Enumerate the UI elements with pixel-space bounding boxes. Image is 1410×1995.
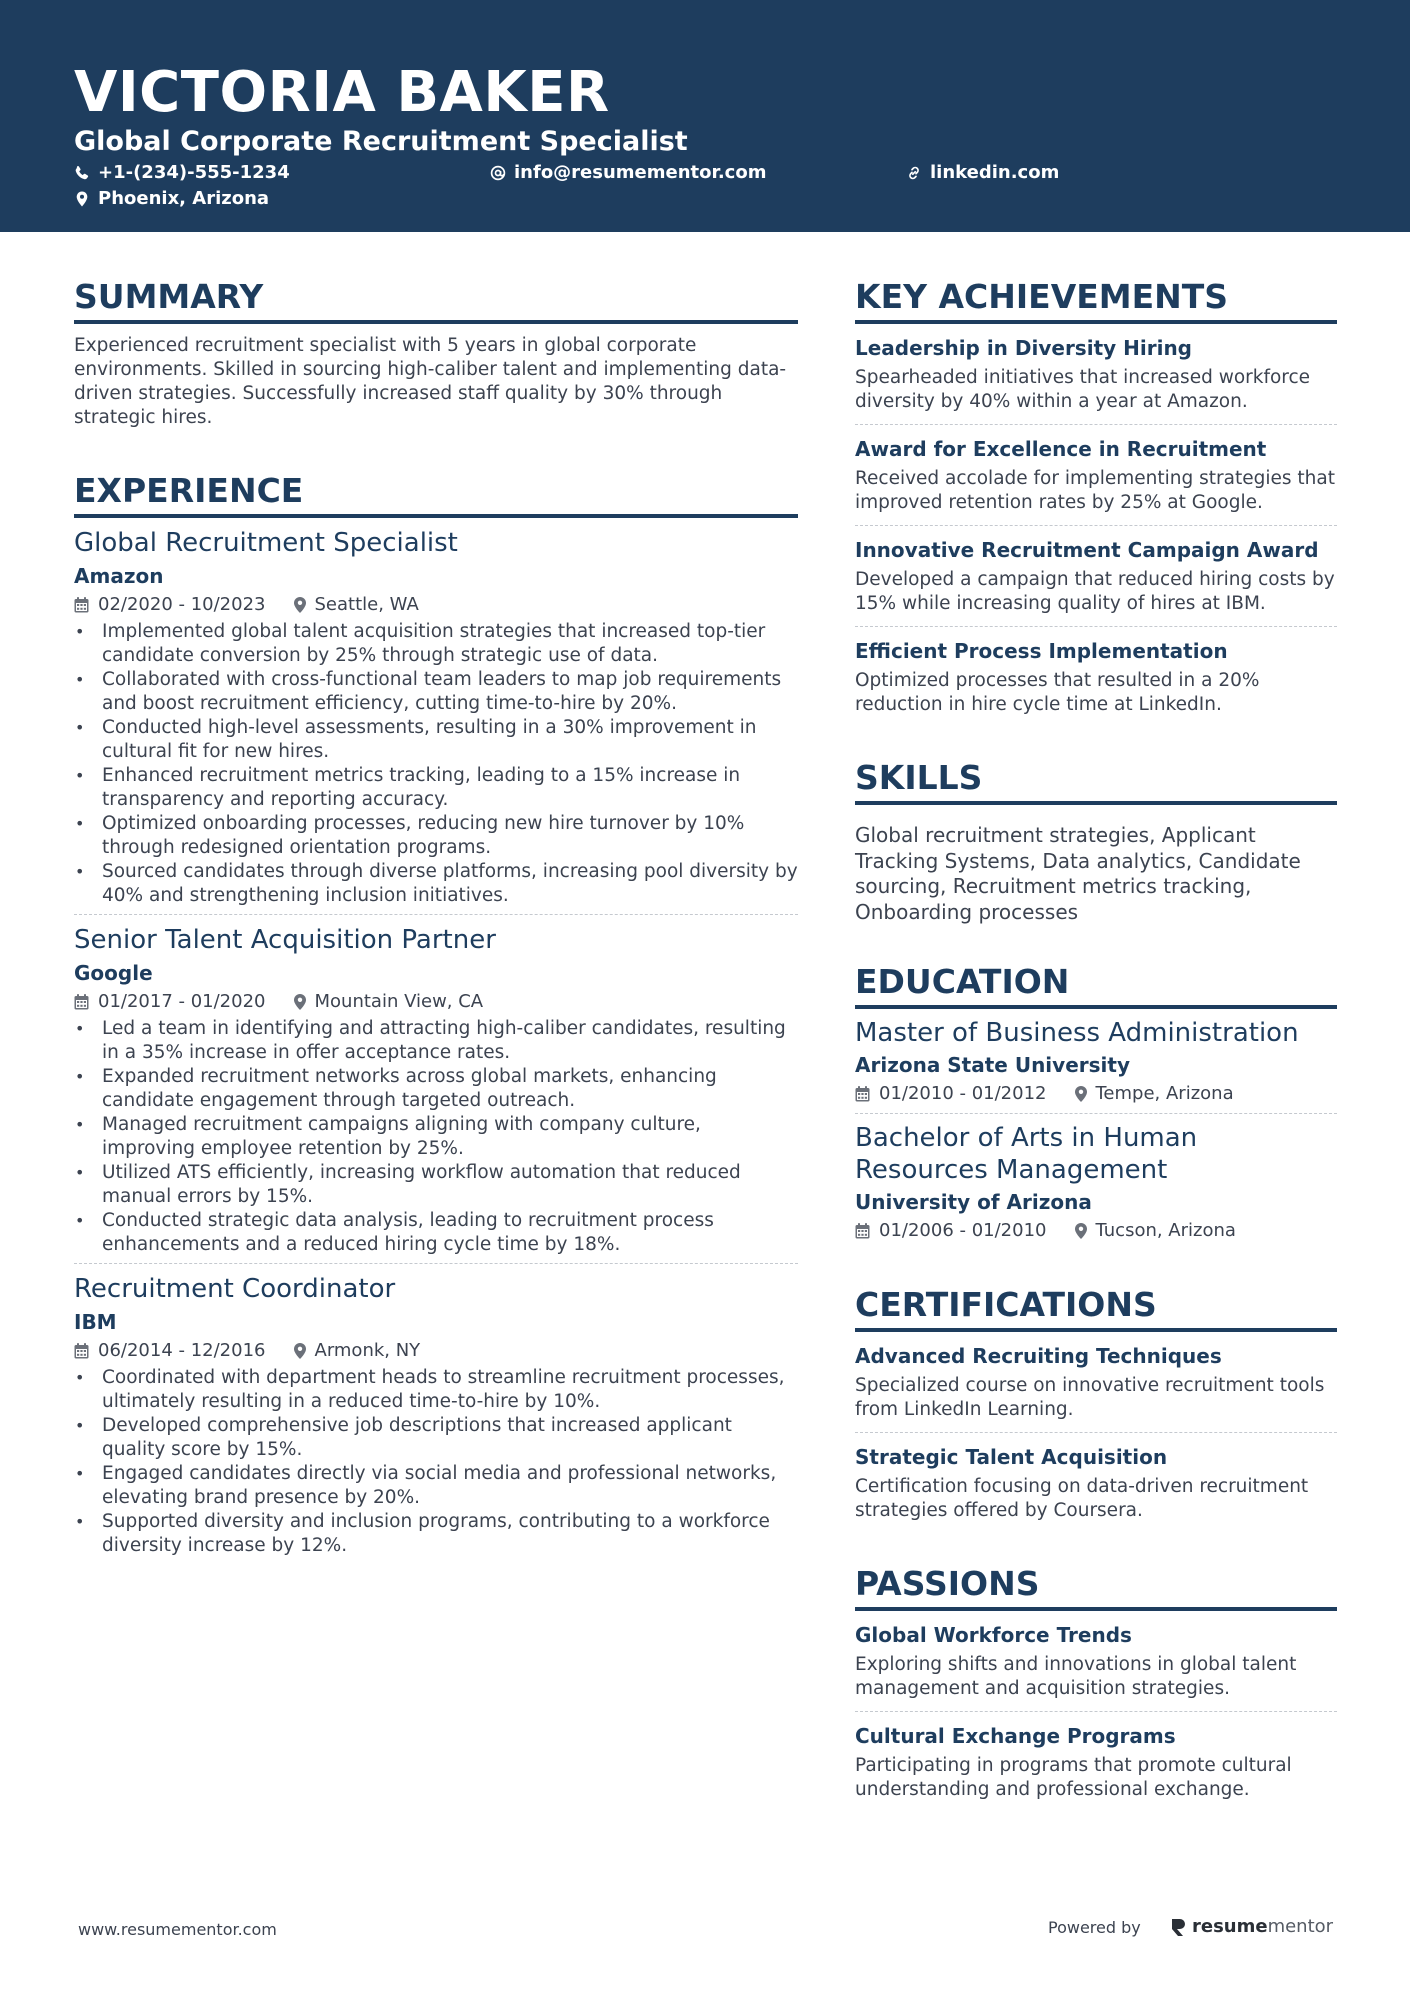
bullet-item: • Conducted high-level assessments, resulting in a 30% improvement in cultural fit for new hires. [74, 716, 798, 764]
passion-item [855, 1611, 1337, 1711]
certification-desc: Specialized course on innovative recruitment tools from LinkedIn Learning. [855, 1375, 1325, 1420]
contact-email[interactable] [490, 161, 766, 185]
job-dates: 01/2017 - 01/2020 [98, 991, 266, 1012]
location-pin-icon [74, 191, 90, 207]
bullet-item: • Implemented global talent acquisition strategies that increased top-tier candidate conversion by 25% through strategic use of data. [74, 620, 798, 668]
skills-heading: SKILLS [855, 757, 1337, 805]
education-meta [855, 1218, 1337, 1244]
right-column [855, 276, 1337, 1852]
summary-section [74, 276, 798, 430]
certifications-section [855, 1284, 1337, 1533]
bullet-item: • Sourced candidates through diverse platforms, increasing pool diversity by 40% and strengthening inclusion initiatives. [74, 860, 798, 908]
job-meta [74, 989, 798, 1015]
bullet-item: • Optimized onboarding processes, reducing new hire turnover by 10% through redesigned orientation programs. [74, 812, 798, 860]
powered-by-label: Powered by [1048, 1918, 1141, 1937]
job-location [294, 592, 419, 618]
certification-title: Strategic Talent Acquisition [855, 1445, 1168, 1469]
achievement-item [855, 324, 1337, 424]
job-bullets [74, 1366, 798, 1558]
left-column [74, 276, 798, 1604]
job-company: Google [74, 961, 153, 985]
experience-section [74, 470, 798, 1564]
bullet-item: • Utilized ATS efficiently, increasing workflow automation that reduced manual errors by 15%. [74, 1161, 798, 1209]
location-pin-icon [294, 994, 306, 1010]
summary-heading: SUMMARY [74, 276, 798, 324]
job-title: Recruitment Coordinator [74, 1274, 396, 1304]
achievement-item [855, 424, 1337, 525]
passions-section [855, 1563, 1337, 1812]
bullet-item: • Collaborated with cross-functional team leaders to map job requirements and boost recruitment efficiency, cutting time-to-hire by 20%. [74, 668, 798, 716]
education-dates: 01/2010 - 01/2012 [879, 1083, 1047, 1104]
job-dates: 06/2014 - 12/2016 [98, 1340, 266, 1361]
job-location [294, 1338, 421, 1364]
achievement-desc: Received accolade for implementing strategies that improved retention rates by 25% at Google. [855, 468, 1335, 513]
job-company: Amazon [74, 564, 164, 588]
education-heading: EDUCATION [855, 961, 1337, 1009]
education-location [1075, 1081, 1234, 1107]
location-pin-icon [1075, 1086, 1087, 1102]
certification-desc: Certification focusing on data-driven recruitment strategies offered by Coursera. [855, 1476, 1309, 1521]
passion-title: Cultural Exchange Programs [855, 1724, 1176, 1748]
passion-item [855, 1711, 1337, 1812]
calendar-icon [855, 1223, 870, 1239]
achievements-heading: KEY ACHIEVEMENTS [855, 276, 1337, 324]
job-location-text: Mountain View, CA [314, 991, 484, 1012]
achievement-title: Efficient Process Implementation [855, 639, 1228, 663]
location-pin-icon [294, 1343, 306, 1359]
contact-linkedin[interactable] [906, 161, 1059, 185]
job-entry [74, 914, 798, 1263]
bullet-item: • Conducted strategic data analysis, leading to recruitment process enhancements and a reduced hiring cycle time by 18%. [74, 1209, 798, 1257]
calendar-icon [74, 1343, 89, 1359]
contact-phone[interactable] [74, 161, 290, 185]
bullet-item: • Enhanced recruitment metrics tracking, leading to a 15% increase in transparency and reporting accuracy. [74, 764, 798, 812]
education-item [855, 1113, 1337, 1250]
candidate-title: Global Corporate Recruitment Specialist [74, 126, 688, 157]
job-meta [74, 1338, 798, 1364]
certification-title: Advanced Recruiting Techniques [855, 1344, 1222, 1368]
achievement-title: Leadership in Diversity Hiring [855, 336, 1192, 360]
contact-location [74, 187, 269, 211]
achievement-desc: Spearheaded initiatives that increased workforce diversity by 40% within a year at Amazon. [855, 367, 1311, 412]
bullet-item: • Led a team in identifying and attracting high-caliber candidates, resulting in a 35% increase in offer acceptance rates. [74, 1017, 798, 1065]
education-degree: Master of Business Administration [855, 1018, 1299, 1048]
brand-bold: resume [1192, 1916, 1268, 1937]
calendar-icon [855, 1086, 870, 1102]
calendar-icon [74, 597, 89, 613]
job-bullets [74, 1017, 798, 1257]
location-pin-icon [1075, 1223, 1087, 1239]
achievement-desc: Optimized processes that resulted in a 20% reduction in hire cycle time at LinkedIn. [855, 670, 1260, 715]
location-text: Phoenix, Arizona [98, 188, 270, 209]
link-icon [906, 165, 922, 181]
phone-text: +1-(234)-555-1234 [98, 162, 290, 183]
skills-text: Global recruitment strategies, Applicant Tracking Systems, Data analytics, Candidate sourcing, Recruitment metrics tracking, Onboarding processes [855, 823, 1301, 924]
job-location-text: Armonk, NY [314, 1340, 421, 1361]
job-dates: 02/2020 - 10/2023 [98, 594, 266, 615]
certification-item [855, 1332, 1337, 1432]
job-title: Senior Talent Acquisition Partner [74, 925, 496, 955]
education-location-text: Tempe, Arizona [1095, 1083, 1234, 1104]
bullet-item: • Engaged candidates directly via social media and professional networks, elevating brand presence by 20%. [74, 1462, 798, 1510]
calendar-icon [74, 994, 89, 1010]
location-pin-icon [294, 597, 306, 613]
achievement-title: Award for Excellence in Recruitment [855, 437, 1267, 461]
job-location [294, 989, 484, 1015]
experience-heading: EXPERIENCE [74, 470, 798, 518]
linkedin-text: linkedin.com [930, 162, 1060, 183]
phone-icon [74, 165, 90, 181]
education-meta [855, 1081, 1337, 1107]
summary-text: Experienced recruitment specialist with 5 years in global corporate environments. Skilled in sourcing high-caliber talent and implementing data-driven strategies. Successfully increased staff quality by 30% through strategic hires. [74, 335, 787, 428]
footer-website-link[interactable]: www.resumementor.com [78, 1920, 277, 1939]
education-school: Arizona State University [855, 1053, 1130, 1077]
achievements-section [855, 276, 1337, 727]
certifications-heading: CERTIFICATIONS [855, 1284, 1337, 1332]
brand-logo[interactable] [1170, 1914, 1333, 1940]
passion-title: Global Workforce Trends [855, 1623, 1132, 1647]
job-location-text: Seattle, WA [314, 594, 419, 615]
job-meta [74, 592, 798, 618]
achievement-item [855, 626, 1337, 727]
education-item [855, 1009, 1337, 1113]
bullet-item: • Supported diversity and inclusion programs, contributing to a workforce diversity increase by 12%. [74, 1510, 798, 1558]
email-text: info@resumementor.com [514, 162, 767, 183]
candidate-name: VICTORIA BAKER [74, 60, 610, 125]
job-company: IBM [74, 1310, 117, 1334]
brand-light: mentor [1267, 1916, 1334, 1937]
resume-header [0, 0, 1410, 232]
bullet-item: • Coordinated with department heads to streamline recruitment processes, ultimately resulting in a reduced time-to-hire by 10%. [74, 1366, 798, 1414]
at-icon [490, 165, 506, 181]
achievement-title: Innovative Recruitment Campaign Award [855, 538, 1319, 562]
passions-heading: PASSIONS [855, 1563, 1337, 1611]
job-entry [74, 1263, 798, 1564]
bullet-item: • Expanded recruitment networks across global markets, enhancing candidate engagement through targeted outreach. [74, 1065, 798, 1113]
bullet-item: • Managed recruitment campaigns aligning with company culture, improving employee retention by 25%. [74, 1113, 798, 1161]
passion-desc: Participating in programs that promote cultural understanding and professional exchange. [855, 1755, 1292, 1800]
passion-desc: Exploring shifts and innovations in global talent management and acquisition strategies. [855, 1654, 1297, 1699]
achievement-desc: Developed a campaign that reduced hiring costs by 15% while increasing quality of hires at IBM. [855, 569, 1335, 614]
resumementor-logo-icon [1170, 1917, 1188, 1937]
job-bullets [74, 620, 798, 908]
skills-section [855, 757, 1337, 925]
bullet-item: • Developed comprehensive job descriptions that increased applicant quality score by 15%. [74, 1414, 798, 1462]
job-entry [74, 518, 798, 914]
job-title: Global Recruitment Specialist [74, 528, 458, 558]
education-section [855, 961, 1337, 1250]
education-degree: Bachelor of Arts in Human Resources Management [855, 1123, 1198, 1185]
achievement-item [855, 525, 1337, 626]
education-school: University of Arizona [855, 1190, 1092, 1214]
education-location-text: Tucson, Arizona [1095, 1220, 1236, 1241]
education-dates: 01/2006 - 01/2010 [879, 1220, 1047, 1241]
education-location [1075, 1218, 1236, 1244]
certification-item [855, 1432, 1337, 1533]
